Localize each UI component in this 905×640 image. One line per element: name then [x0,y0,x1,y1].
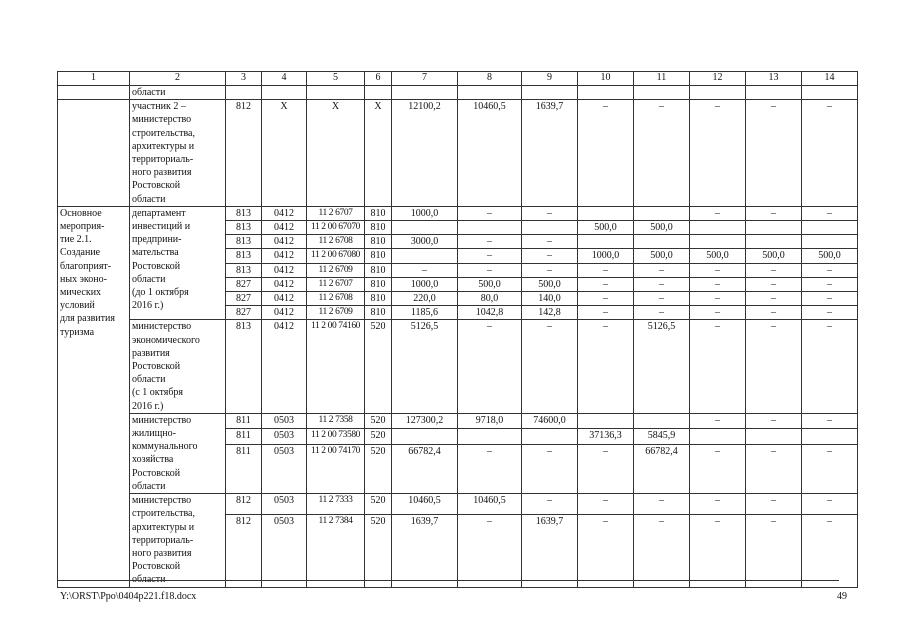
cell-col-10: 500,0 [578,221,634,235]
cell-col-12: – [690,306,746,320]
participant-name: министерство экономического развития Ростовской области (с 1 октября 2016 г.) [130,320,226,413]
cell-col-12: – [690,413,746,429]
cell-col-3 [226,86,262,100]
cell-col-10: – [578,445,634,494]
cell-col-4: Х [262,100,307,207]
cell-col-11 [634,235,690,249]
cell-col-4: 0412 [262,277,307,291]
cell-col-10: – [578,306,634,320]
cell-col-8: 9718,0 [458,413,522,429]
cell-col-4: 0412 [262,263,307,277]
cell-col-10 [578,413,634,429]
cell-col-6: 810 [365,292,392,306]
cell-col-8: – [458,206,522,220]
cell-col-14: – [802,263,858,277]
header-col-7: 7 [392,72,458,86]
cell-col-14: – [802,100,858,207]
cell-col-5: 11 2 6709 [307,263,365,277]
table-body [58,72,858,588]
cell-col-9: 1639,7 [522,100,578,207]
cell-col-7: 5126,5 [392,320,458,413]
cell-col-4: 0503 [262,445,307,494]
cell-col-10: – [578,292,634,306]
cell-col-8: – [458,514,522,587]
header-col-4: 4 [262,72,307,86]
cell-col-7: – [392,263,458,277]
cell-col-5: 11 2 6708 [307,235,365,249]
cell-col-13: – [746,514,802,587]
cell-col-14: 500,0 [802,249,858,263]
cell-col-13 [746,429,802,445]
cell-col-5: Х [307,100,365,207]
cell-col-6: 810 [365,277,392,291]
cell-col-13: – [746,206,802,220]
cell-col-8: 1042,8 [458,306,522,320]
cell-col-4: 0503 [262,429,307,445]
header-col-5: 5 [307,72,365,86]
cell-col-8: – [458,249,522,263]
cell-col-3: 827 [226,292,262,306]
cell-col-3: 813 [226,263,262,277]
cell-col-6: 520 [365,514,392,587]
cell-col-14: – [802,292,858,306]
cell-col-11: – [634,263,690,277]
header-col-8: 8 [458,72,522,86]
cell-col-14 [802,429,858,445]
cell-col-8 [458,86,522,100]
cell-col-4: 0412 [262,221,307,235]
cell-col-14 [802,221,858,235]
cell-col-13: – [746,320,802,413]
cell-col-11: 500,0 [634,221,690,235]
cell-col-10 [578,235,634,249]
cell-col-9 [522,221,578,235]
row-separator [57,580,839,581]
participant-name-cont: области [130,86,226,100]
cell-col-9: 500,0 [522,277,578,291]
cell-col-6: 810 [365,221,392,235]
cell-col-3: 827 [226,277,262,291]
cell-col-4: 0503 [262,494,307,514]
cell-col-14: – [802,514,858,587]
cell-col-3: 811 [226,445,262,494]
header-col-9: 9 [522,72,578,86]
cell-col-13: – [746,413,802,429]
cell-col-10: – [578,100,634,207]
footer-file-path: Y:\ORST\Ppo\0404p221.f18.docx [60,591,197,602]
cell-col-14: – [802,445,858,494]
cell-col-7: 1000,0 [392,206,458,220]
page-number: 49 [837,591,847,602]
participant-name: министерство жилищно- коммунального хозяйства Ростовской области [130,413,226,493]
cell-col-6: 520 [365,494,392,514]
cell-col-14 [802,86,858,100]
cell-col-4: 0412 [262,306,307,320]
cell-col-12: 500,0 [690,249,746,263]
cell-col-11: 5126,5 [634,320,690,413]
cell-col-14: – [802,494,858,514]
cell-col-5: 11 2 6709 [307,306,365,320]
cell-col-11: – [634,292,690,306]
cell-col-13: – [746,263,802,277]
table-row [58,100,858,207]
cell-col-13: – [746,445,802,494]
cell-col-9: – [522,249,578,263]
cell-col-8: – [458,320,522,413]
cell-col-4: 0412 [262,292,307,306]
cell-col-6: 810 [365,249,392,263]
cell-col-9 [522,86,578,100]
budget-table [57,71,858,588]
event-name: Основное мероприя- тие 2.1. Создание благоприят- ных эконо- мических условий для развития туризма [58,206,130,587]
table-row [58,320,858,413]
cell-col-11: 5845,9 [634,429,690,445]
cell-col-7: 3000,0 [392,235,458,249]
cell-col-9: – [522,320,578,413]
cell-col-3: 812 [226,494,262,514]
cell-col-7: 10460,5 [392,494,458,514]
cell-col-8: 10460,5 [458,494,522,514]
cell-col-12: – [690,206,746,220]
cell-col-8: – [458,235,522,249]
cell-col-8 [458,221,522,235]
cell-col-3: 813 [226,221,262,235]
header-col-1: 1 [58,72,130,86]
cell-col-9 [522,429,578,445]
cell-col-14: – [802,206,858,220]
cell-col-8: 500,0 [458,277,522,291]
cell-col-14: – [802,413,858,429]
cell-col-12 [690,86,746,100]
cell-col-10: – [578,514,634,587]
cell-col-7: 12100,2 [392,100,458,207]
header-col-12: 12 [690,72,746,86]
cell-col-7 [392,249,458,263]
cell-col-4: 0412 [262,206,307,220]
cell-col-7: 220,0 [392,292,458,306]
cell-col-4: 0503 [262,514,307,587]
header-col-13: 13 [746,72,802,86]
cell-col-7: 127300,2 [392,413,458,429]
cell-col-3: 827 [226,306,262,320]
cell-col-9: – [522,235,578,249]
cell-col-11: – [634,100,690,207]
cell-col-5: 11 2 7384 [307,514,365,587]
cell-col-7: 1639,7 [392,514,458,587]
cell-col-6: 520 [365,413,392,429]
cell-col-9: 74600,0 [522,413,578,429]
cell-col-10: 37136,3 [578,429,634,445]
header-col-14: 14 [802,72,858,86]
cell-col-1 [58,86,130,100]
cell-col-5: 11 2 00 74170 [307,445,365,494]
cell-col-14: – [802,277,858,291]
cell-col-12 [690,221,746,235]
cell-col-7 [392,86,458,100]
cell-col-13: – [746,306,802,320]
cell-col-5: 11 2 00 73580 [307,429,365,445]
cell-col-9: 1639,7 [522,514,578,587]
cell-col-13: – [746,292,802,306]
cell-col-11: 66782,4 [634,445,690,494]
table-row [58,413,858,429]
cell-col-10: – [578,277,634,291]
cell-col-11 [634,206,690,220]
cell-col-13 [746,86,802,100]
cell-col-9: – [522,445,578,494]
cell-col-4: 0412 [262,235,307,249]
cell-col-12: – [690,100,746,207]
cell-col-12: – [690,494,746,514]
cell-col-3: 813 [226,206,262,220]
cell-col-9: – [522,494,578,514]
cell-col-6: 520 [365,320,392,413]
cell-col-12 [690,235,746,249]
cell-col-7: 66782,4 [392,445,458,494]
cell-col-6: 810 [365,306,392,320]
cell-col-10 [578,86,634,100]
cell-col-12: – [690,263,746,277]
cell-col-14: – [802,306,858,320]
cell-col-8: 80,0 [458,292,522,306]
table-row [58,86,858,100]
cell-col-11: – [634,306,690,320]
header-col-6: 6 [365,72,392,86]
cell-col-3: 811 [226,413,262,429]
cell-col-13: – [746,277,802,291]
cell-col-10: – [578,263,634,277]
cell-col-8: 10460,5 [458,100,522,207]
cell-col-4: 0412 [262,249,307,263]
cell-col-9: 140,0 [522,292,578,306]
header-col-10: 10 [578,72,634,86]
cell-col-5 [307,86,365,100]
cell-col-10: – [578,320,634,413]
cell-col-6: 520 [365,445,392,494]
cell-col-13: – [746,100,802,207]
header-col-2: 2 [130,72,226,86]
cell-col-7 [392,221,458,235]
cell-col-6: Х [365,100,392,207]
cell-col-4: 0412 [262,320,307,413]
cell-col-12: – [690,445,746,494]
cell-col-12: – [690,320,746,413]
cell-col-9: – [522,206,578,220]
cell-col-4 [262,86,307,100]
table-row [58,494,858,514]
cell-col-11 [634,86,690,100]
cell-col-11 [634,413,690,429]
cell-col-6 [365,86,392,100]
cell-col-12 [690,429,746,445]
cell-col-6: 810 [365,263,392,277]
participant-name: министерство строительства, архитектуры и территориаль- ного развития Ростовской области [130,494,226,587]
cell-col-5: 11 2 00 74160 [307,320,365,413]
cell-col-8: – [458,263,522,277]
cell-col-7: 1185,6 [392,306,458,320]
cell-col-5: 11 2 7358 [307,413,365,429]
cell-col-9: – [522,263,578,277]
cell-col-3: 811 [226,429,262,445]
cell-col-3: 812 [226,100,262,207]
cell-col-6: 520 [365,429,392,445]
cell-col-12: – [690,514,746,587]
cell-col-3: 813 [226,235,262,249]
cell-col-12: – [690,277,746,291]
cell-col-5: 11 2 7333 [307,494,365,514]
cell-col-6: 810 [365,206,392,220]
cell-col-5: 11 2 6707 [307,277,365,291]
participant-name: участник 2 – министерство строительства, архитектуры и территориаль- ного развития Ростовской области [130,100,226,207]
cell-col-9: 142,8 [522,306,578,320]
cell-col-13 [746,235,802,249]
cell-col-14: – [802,320,858,413]
cell-col-5: 11 2 00 67080 [307,249,365,263]
cell-col-13: 500,0 [746,249,802,263]
cell-col-12: – [690,292,746,306]
cell-col-13 [746,221,802,235]
cell-col-11: 500,0 [634,249,690,263]
cell-col-13: – [746,494,802,514]
cell-col-11: – [634,277,690,291]
cell-col-1 [58,100,130,207]
cell-col-11: – [634,514,690,587]
cell-col-11: – [634,494,690,514]
table-row [58,206,858,220]
cell-col-6: 810 [365,235,392,249]
cell-col-7 [392,429,458,445]
cell-col-3: 813 [226,249,262,263]
cell-col-3: 813 [226,320,262,413]
cell-col-8 [458,429,522,445]
cell-col-10: – [578,494,634,514]
participant-name: департамент инвестиций и предприни- мательства Ростовской области (до 1 октября 2016 г.) [130,206,226,320]
cell-col-5: 11 2 6708 [307,292,365,306]
cell-col-8: – [458,445,522,494]
cell-col-3: 812 [226,514,262,587]
cell-col-10: 1000,0 [578,249,634,263]
cell-col-4: 0503 [262,413,307,429]
cell-col-14 [802,235,858,249]
cell-col-5: 11 2 6707 [307,206,365,220]
cell-col-10 [578,206,634,220]
cell-col-7: 1000,0 [392,277,458,291]
table-row [58,72,858,86]
header-col-11: 11 [634,72,690,86]
header-col-3: 3 [226,72,262,86]
cell-col-5: 11 2 00 67070 [307,221,365,235]
